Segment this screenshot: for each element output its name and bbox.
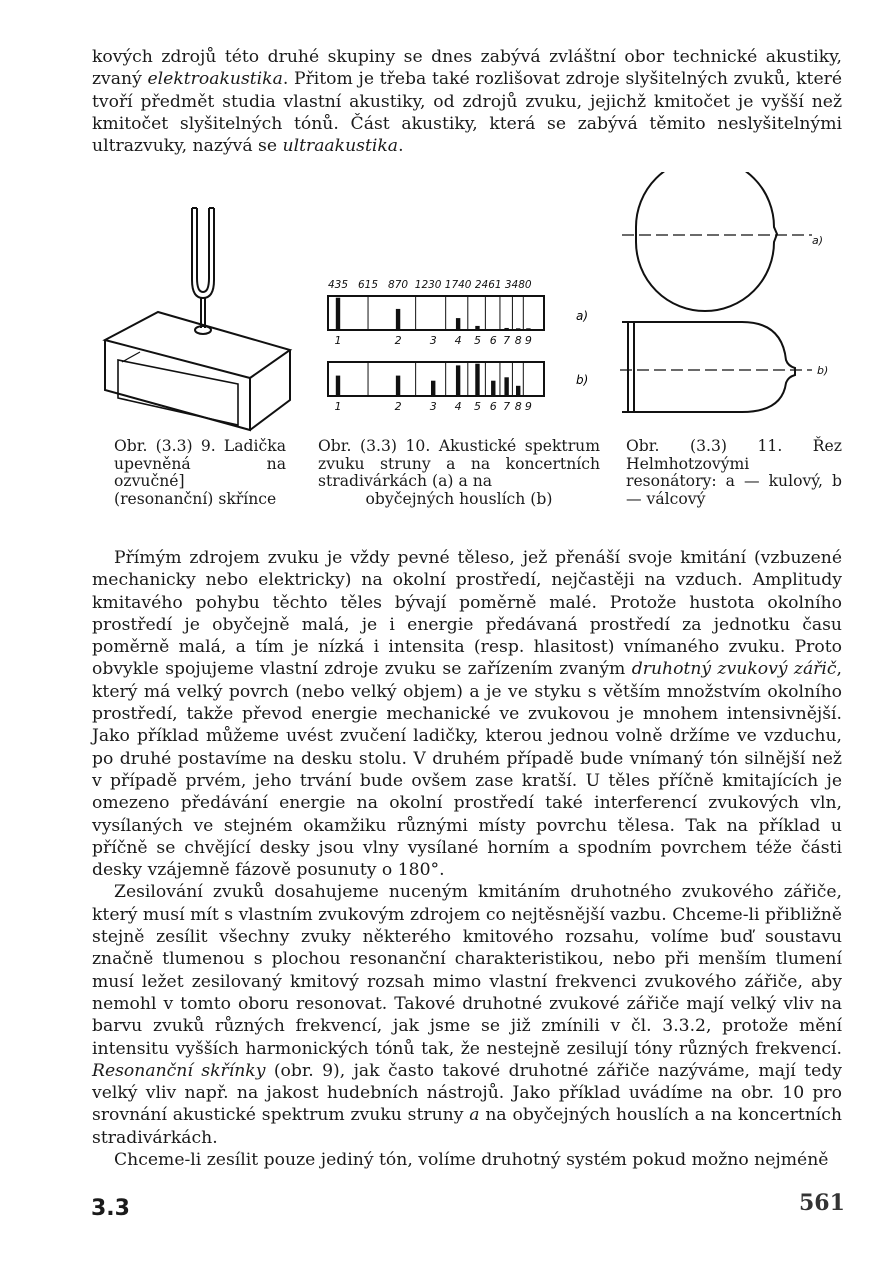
harmonic-label: 6 [489, 400, 497, 413]
intro-text-3: . [398, 136, 404, 157]
cylindrical-resonator [634, 322, 795, 412]
spectrum-label-b: b) [576, 373, 589, 387]
harmonic-label: 8 [514, 400, 522, 413]
harmonic-label: 1 [334, 334, 342, 347]
harmonic-label: 3 [429, 400, 437, 413]
spectrum-label-a: a) [576, 309, 589, 323]
spectrum-bar-b-5 [475, 364, 479, 396]
body-paragraph-1: Přímým zdrojem zvuku je vždy pevné těleso, jež přenáší svoje kmitání (vzbuzené mechanicky nebo elektricky) na okolní prostředí, nejčastěji na vzduch. Amplitudy kmitavého pohybu těchto těles bývají poměrně malé. Protože hustota okolního prostředí je obyčejně malá, je i energie předávaná prostředí za jednotku času poměrně malá, a tím je nízká i intensita (resp. hlasitost) vnímaného zvuku. Proto obvykle spojujeme vlastní zdroje zvuku se zařízením zvaným druhotný zvukový zářič, který má velký povrch (nebo velký objem) a je ve styku s větším množstvím okolního prostředí, takže převod energie mechanické ve zvukovou je mnohem intensivnější. Jako příklad můžeme uvést zvučení ladičky, kterou jednou volně držíme ve vzduchu, po druhé postavíme na desku stolu. V druhém případě bude vnímaný tón silnější než v případě prvém, jeho trvání bude ovšem zase kratší. U těles příčně kmitajících je omezeno předávání energie na okolní prostředí také interferencí zvukových vln, vysílaných ve stejném okamžiku různými místy povrchu tělesa. Tak na příklad u příčně se chvějící desky jsou vlny vysílané horním a spodním povrchem téže části desky vzájemně fázově posunuty o 180°. [92, 548, 842, 881]
freq-label: 1230 [414, 279, 442, 291]
term-elektroakustika: elektroakustika [147, 69, 283, 90]
harmonic-labels [335, 334, 532, 413]
body-paragraph-2: Zesilování zvuků dosahujeme nuceným kmitáním druhotného zvukového zářiče, který musí mít s vlastním zvukovým zdrojem co nejtěsnější vazbu. Chceme-li přibližně stejně zesílit všechny zvuky některého kmitového rozsahu, volíme buď soustavu značně tlumenou s plochou resonanční charakteristikou, nebo při menším tlumení musí ležet zesilovaný kmitový rozsah mimo vlastní frekvenci zvukového zářiče, aby nemohl v tomto oboru resonovat. Takové druhotné zvukové zářiče mají velký vliv na barvu zvuků různých frekvencí, jak jsme se již zmínili v čl. 3.3.2, protože mění intensitu vyšších harmonických tónů tak, že nestejně zesilují tóny různých frekvencí. Resonanční skřínky (obr. 9), jak často takové druhotné zářiče nazýváme, mají tedy velký vliv např. na jakost hudebních nástrojů. Jako příklad uvádíme na obr. 10 pro srovnání akustické spektrum zvuku struny a na obyčejných houslích a na koncertních stradivárkách. [92, 882, 843, 1148]
harmonic-label: 2 [394, 334, 402, 347]
freq-label: 3480 [504, 279, 532, 291]
harmonic-label: 5 [473, 400, 481, 413]
harmonic-label: 9 [524, 334, 532, 347]
freq-label: 870 [388, 279, 409, 291]
freq-label: 2461 [474, 279, 502, 291]
harmonic-label: 1 [334, 400, 342, 413]
page-number: 561 [799, 1190, 845, 1216]
term-resonancni-skrinky: Resonanční skřínky [92, 1060, 266, 1081]
harmonic-label: 6 [489, 334, 497, 347]
spectrum-bar-a-1 [336, 298, 340, 330]
freq-label: 1740 [444, 279, 472, 291]
intro-text-1: kových zdrojů této druhé skupiny se dnes zabývá zvláštní obor technické akustiky, zvaný [92, 47, 842, 90]
harmonic-label: 7 [503, 400, 511, 413]
spectrum-box-a [328, 296, 544, 330]
spectrum-bar-a-4 [456, 318, 460, 330]
spectrum-bar-a-8 [516, 328, 520, 330]
spectrum-bar-a-2 [396, 309, 400, 330]
intro-text-2: . Přitom je třeba také rozlišovat zdroje slyšitelných zvuků, které tvoří předmět studia vlastní akustiky, od zdrojů zvuku, jejichž kmitočet je vyšší než kmitočet slyšitelných tónů. Část akustiky, která se zabývá těmito neslyšitelnými ultrazvuky, nazývá se [92, 69, 842, 157]
fig9-tuning-fork-drawing [100, 200, 300, 435]
freq-label: 615 [357, 279, 379, 291]
spectrum-bar-b-1 [336, 376, 340, 396]
freq-label: 435 [327, 279, 349, 291]
harmonic-label: 4 [454, 334, 462, 347]
fig10-caption: Obr. (3.3) 10. Akustické spektrum zvuku struny a na koncertních stradivárkách (a) a na obyčejných houslích (b) [318, 437, 600, 508]
harmonic-label: 5 [473, 334, 481, 347]
fig11-caption: Obr. (3.3) 11. Řez Helmhotzovými resonátory: a — kulový, b — válcový [626, 437, 842, 508]
spectrum-bar-b-7 [504, 377, 508, 396]
harmonic-label: 8 [514, 334, 522, 347]
spectrum-bar-b-4 [456, 365, 460, 396]
spectrum-bar-b-3 [431, 381, 435, 396]
fig9-caption: Obr. (3.3) 9. Ladička upevněná na ozvučné] (resonanční) skřínce [114, 437, 286, 508]
harmonic-label: 7 [503, 334, 511, 347]
harmonic-label: 9 [524, 400, 532, 413]
resonator-label-b: b) [817, 364, 829, 377]
spectrum-bar-b-8 [516, 386, 520, 396]
resonator-label-a: a) [812, 234, 824, 247]
harmonic-label: 3 [429, 334, 437, 347]
harmonic-label: 2 [394, 400, 402, 413]
fig10-spectrum-chart [318, 270, 608, 420]
body-text [92, 547, 842, 1171]
spherical-resonator [636, 172, 777, 311]
spectrum-bar-a-5 [475, 326, 479, 330]
spectrum-bar-a-7 [504, 328, 508, 330]
freq-labels [328, 279, 532, 291]
term-druhotny-zvukovy-zaric: druhotný zvukový zářič [631, 659, 837, 680]
spectrum-bar-b-6 [491, 381, 495, 396]
section-number: 3.3 [91, 1196, 130, 1221]
spectrum-bar-b-2 [396, 376, 400, 396]
intro-paragraph [92, 46, 842, 157]
term-ultraakustika: ultraakustika [282, 136, 399, 157]
body-paragraph-3: Chceme-li zesílit pouze jediný tón, volíme druhotný systém pokud možno nejméně [114, 1150, 829, 1171]
spectrum-bar-a-9 [526, 328, 530, 330]
spectrum-box-b [328, 362, 544, 396]
fig11-resonators-drawing [612, 172, 847, 422]
harmonic-label: 4 [454, 400, 462, 413]
spectrum-grid [368, 296, 523, 396]
